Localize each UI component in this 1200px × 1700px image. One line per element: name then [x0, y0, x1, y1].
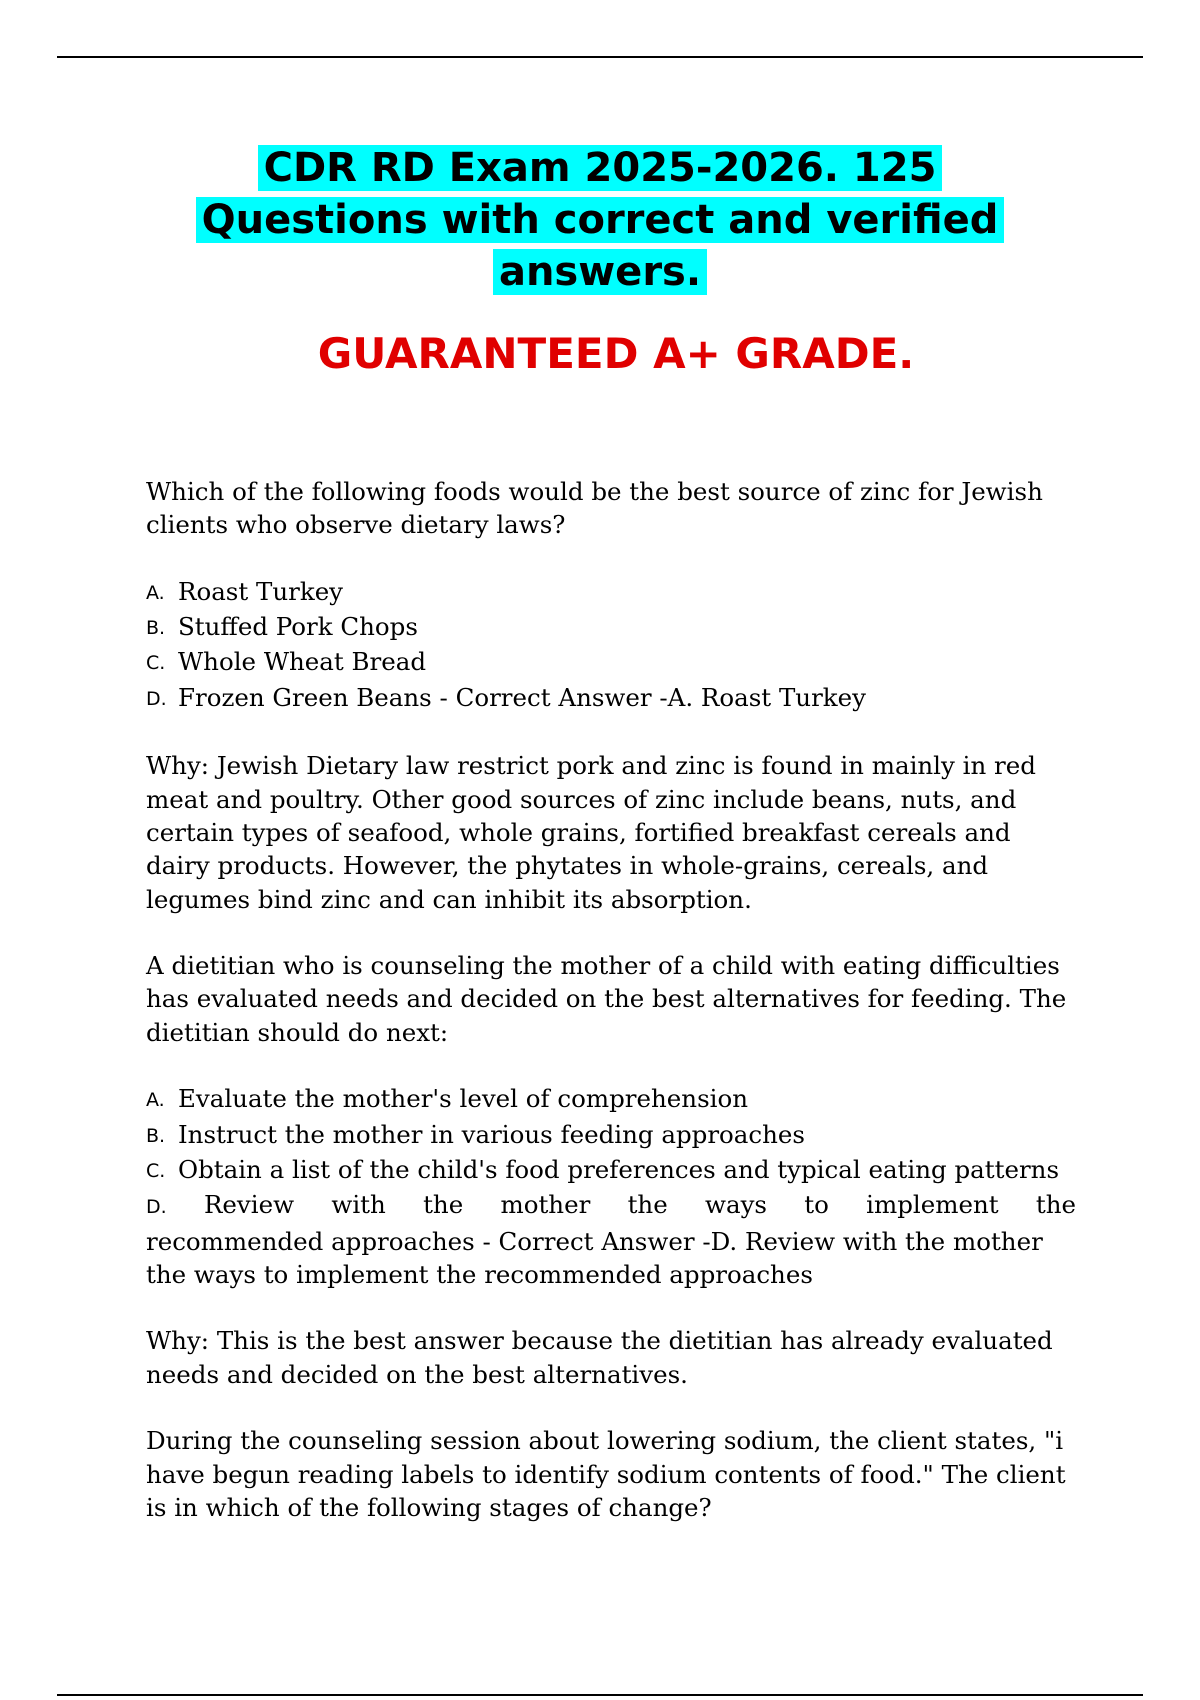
question-1: Which of the following foods would be the best source of zinc for Jewish clients who observe dietary laws? [146, 477, 1043, 540]
question-2-options [146, 1082, 1076, 1291]
guarantee-subtitle: GUARANTEED A+ GRADE. [317, 329, 915, 378]
option-d-first-line [146, 1188, 1076, 1224]
option-letter: D. [146, 687, 167, 710]
document-body [146, 475, 1076, 1558]
question-2: A dietitian who is counseling the mother of a child with eating difficulties has evaluated needs and decided on the best alternatives for feeding. The dietitian should do next: [146, 951, 1067, 1047]
option-item [146, 1118, 1076, 1153]
option-text: Whole Wheat Bread [178, 647, 427, 677]
option-d-continuation: recommended approaches - Correct Answer -D. Review with the mother the ways to implement the recommended approaches [146, 1226, 1043, 1289]
option-text: Review with the mother the ways to implement the [203, 1190, 1076, 1220]
option-letter: C. [146, 1159, 166, 1182]
top-rule [57, 56, 1143, 58]
document-title [0, 142, 1200, 298]
option-letter: D. [146, 1196, 167, 1219]
option-letter: B. [146, 1124, 166, 1147]
option-letter: A. [146, 1089, 165, 1112]
option-item [146, 645, 1076, 680]
bottom-rule [57, 1694, 1143, 1696]
option-letter: B. [146, 617, 166, 640]
option-letter: A. [146, 581, 165, 604]
option-text: Instruct the mother in various feeding approaches [178, 1119, 805, 1149]
option-item [146, 610, 1076, 645]
title-line-1: CDR RD Exam 2025-2026. 125 [258, 145, 943, 191]
question-3: During the counseling session about lowering sodium, the client states, "i have begun reading labels to identify sodium contents of food." The client is in which of the following stages of change? [146, 1426, 1066, 1522]
question-1-options [146, 575, 1076, 716]
option-item [146, 1153, 1076, 1188]
option-text: Frozen Green Beans - Correct Answer -A. Roast Turkey [178, 682, 866, 712]
option-letter: C. [146, 652, 166, 675]
option-item [146, 1082, 1076, 1117]
option-item [146, 681, 1076, 716]
question-2-explanation: Why: This is the best answer because the dietitian has already evaluated needs and decided on the best alternatives. [146, 1326, 1053, 1389]
option-text: Evaluate the mother's level of comprehension [178, 1084, 749, 1114]
option-item [146, 575, 1076, 610]
question-1-explanation: Why: Jewish Dietary law restrict pork and zinc is found in mainly in red meat and poultry. Other good sources of zinc include beans, nuts, and certain types of seafood, whole grains, fortified breakfast cereals and dairy products. However, the phytates in whole-grains, cereals, and legumes bind zinc and can inhibit its absorption. [146, 751, 1036, 914]
option-text: Roast Turkey [178, 576, 344, 606]
title-line-2: Questions with correct and verified [196, 197, 1005, 243]
option-text: Obtain a list of the child's food preferences and typical eating patterns [178, 1154, 1060, 1184]
title-line-3: answers. [493, 249, 707, 295]
option-text: Stuffed Pork Chops [178, 612, 418, 642]
